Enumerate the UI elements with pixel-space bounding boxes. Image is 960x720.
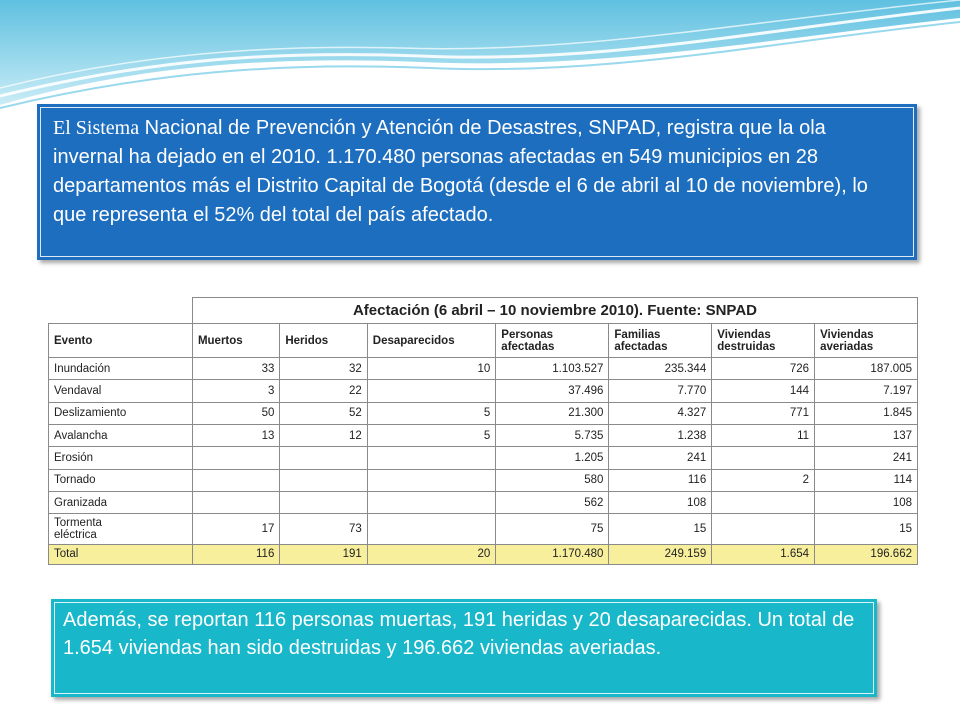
value-cell — [712, 514, 815, 544]
value-cell — [280, 469, 367, 491]
column-header: Personas afectadas — [496, 324, 609, 358]
value-cell: 75 — [496, 514, 609, 544]
value-cell: 196.662 — [815, 544, 918, 564]
value-cell: 241 — [815, 447, 918, 469]
value-cell: 108 — [609, 491, 712, 513]
value-cell: 187.005 — [815, 358, 918, 380]
value-cell: 116 — [192, 544, 279, 564]
value-cell: 17 — [192, 514, 279, 544]
value-cell: 1.205 — [496, 447, 609, 469]
value-cell: 137 — [815, 424, 918, 446]
value-cell: 580 — [496, 469, 609, 491]
value-cell: 21.300 — [496, 402, 609, 424]
event-cell: Granizada — [49, 491, 193, 513]
value-cell: 116 — [609, 469, 712, 491]
value-cell: 726 — [712, 358, 815, 380]
column-header: Desaparecidos — [367, 324, 496, 358]
table-row — [49, 380, 918, 402]
table-row — [49, 491, 918, 513]
table-title: Afectación (6 abril – 10 noviembre 2010). Fuente: SNPAD — [192, 298, 917, 324]
table-body — [49, 358, 918, 565]
afectacion-table — [48, 297, 918, 565]
column-header: Evento — [49, 324, 193, 358]
value-cell: 108 — [815, 491, 918, 513]
value-cell: 13 — [192, 424, 279, 446]
value-cell: 1.170.480 — [496, 544, 609, 564]
value-cell: 1.103.527 — [496, 358, 609, 380]
column-header: Muertos — [192, 324, 279, 358]
column-header: Heridos — [280, 324, 367, 358]
value-cell: 5.735 — [496, 424, 609, 446]
intro-text-box — [37, 104, 917, 260]
table-row — [49, 358, 918, 380]
value-cell: 15 — [815, 514, 918, 544]
summary-text-box — [51, 599, 877, 697]
value-cell — [367, 514, 496, 544]
value-cell — [712, 491, 815, 513]
intro-body: Nacional de Prevención y Atención de Desastres, SNPAD, registra que la ola invernal ha dejado en el 2010. 1.170.480 personas afectadas en 549 municipios en 28 departamentos más el Distrito Capital de Bogotá (desde el 6 de abril al 10 de noviembre), lo que representa el 52% del total del país afectado. — [53, 117, 868, 226]
event-cell: Inundación — [49, 358, 193, 380]
event-cell: Erosión — [49, 447, 193, 469]
value-cell — [280, 491, 367, 513]
value-cell: 11 — [712, 424, 815, 446]
value-cell: 32 — [280, 358, 367, 380]
summary-paragraph: Además, se reportan 116 personas muertas, 191 heridas y 20 desaparecidas. Un total de 1.654 viviendas han sido destruidas y 196.662 viviendas averiadas. — [63, 609, 855, 659]
value-cell: 1.238 — [609, 424, 712, 446]
value-cell: 37.496 — [496, 380, 609, 402]
value-cell: 12 — [280, 424, 367, 446]
value-cell: 241 — [609, 447, 712, 469]
value-cell: 191 — [280, 544, 367, 564]
event-cell: Tornado — [49, 469, 193, 491]
value-cell — [712, 447, 815, 469]
value-cell: 22 — [280, 380, 367, 402]
intro-lead: El Sistema — [53, 117, 140, 139]
value-cell — [367, 491, 496, 513]
value-cell: 771 — [712, 402, 815, 424]
value-cell: 562 — [496, 491, 609, 513]
table-total-row — [49, 544, 918, 564]
event-cell: Vendaval — [49, 380, 193, 402]
value-cell: 10 — [367, 358, 496, 380]
value-cell: 7.770 — [609, 380, 712, 402]
table-row — [49, 402, 918, 424]
event-cell: Total — [49, 544, 193, 564]
value-cell: 15 — [609, 514, 712, 544]
value-cell: 235.344 — [609, 358, 712, 380]
value-cell: 20 — [367, 544, 496, 564]
value-cell: 5 — [367, 424, 496, 446]
value-cell: 52 — [280, 402, 367, 424]
value-cell: 144 — [712, 380, 815, 402]
value-cell — [367, 469, 496, 491]
value-cell: 2 — [712, 469, 815, 491]
table-row — [49, 514, 918, 544]
value-cell: 50 — [192, 402, 279, 424]
value-cell: 4.327 — [609, 402, 712, 424]
value-cell: 5 — [367, 402, 496, 424]
value-cell — [367, 447, 496, 469]
value-cell — [192, 469, 279, 491]
table-row — [49, 447, 918, 469]
value-cell: 3 — [192, 380, 279, 402]
column-header: Viviendas averiadas — [815, 324, 918, 358]
value-cell — [280, 447, 367, 469]
column-header: Viviendas destruidas — [712, 324, 815, 358]
value-cell: 7.197 — [815, 380, 918, 402]
column-header: Familias afectadas — [609, 324, 712, 358]
table-corner-cell — [49, 298, 193, 324]
table-row — [49, 469, 918, 491]
value-cell: 249.159 — [609, 544, 712, 564]
intro-paragraph — [53, 114, 901, 230]
value-cell: 1.845 — [815, 402, 918, 424]
value-cell — [367, 380, 496, 402]
table-row — [49, 424, 918, 446]
value-cell: 33 — [192, 358, 279, 380]
value-cell: 1.654 — [712, 544, 815, 564]
event-cell: Avalancha — [49, 424, 193, 446]
value-cell: 114 — [815, 469, 918, 491]
value-cell: 73 — [280, 514, 367, 544]
afectacion-table-image — [38, 294, 930, 570]
value-cell — [192, 491, 279, 513]
value-cell — [192, 447, 279, 469]
event-cell: Tormenta eléctrica — [49, 514, 193, 544]
table-header-row — [49, 324, 918, 358]
event-cell: Deslizamiento — [49, 402, 193, 424]
